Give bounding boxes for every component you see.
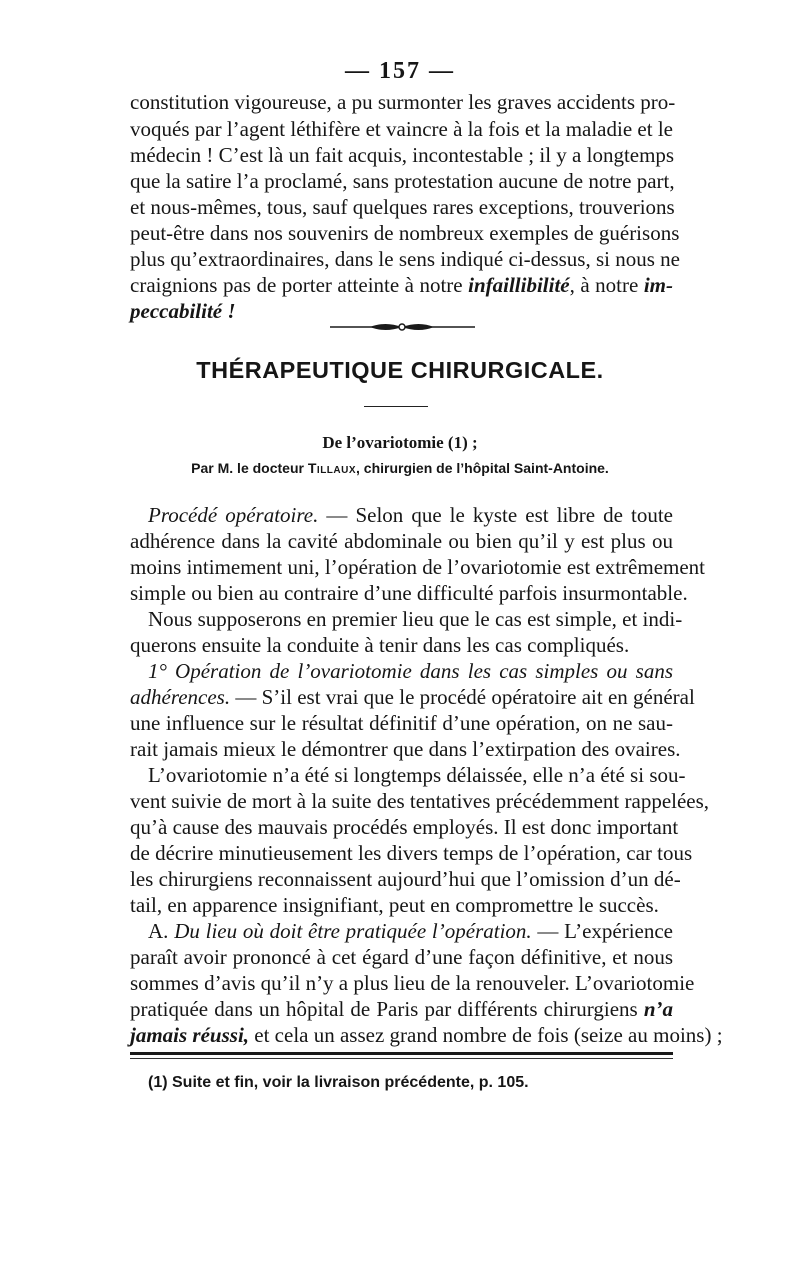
- text-line: Nous supposerons en premier lieu que le cas est simple, et indi-: [148, 607, 683, 631]
- subsection-heading: 1° Opération de l’ovariotomie dans les cas simples ou sans: [148, 659, 673, 683]
- text-line: et nous-mêmes, tous, sauf quelques rares exceptions, trouverions: [130, 195, 675, 219]
- author-name: Tillaux: [307, 460, 357, 476]
- footnote: (1) Suite et fin, voir la livraison précédente, p. 105.: [148, 1074, 529, 1091]
- text-run: A.: [148, 919, 175, 943]
- byline-suffix: , chirurgien de l’hôpital Saint-Antoine.: [356, 460, 609, 476]
- subtitle-text: De l’ovariotomie: [322, 433, 444, 452]
- text-run: , à notre: [569, 273, 644, 297]
- author-byline: [0, 460, 800, 476]
- title-underline: [364, 406, 428, 407]
- run-in-heading: adhérences.: [130, 685, 231, 709]
- text-line: tail, en apparence insignifiant, peut en compromettre le succès.: [130, 893, 659, 917]
- text-line: peut-être dans nos souvenirs de nombreux exemples de guérisons: [130, 221, 680, 245]
- run-in-heading: Du lieu où doit être pratiquée l’opération.: [174, 919, 532, 943]
- text-run: — Selon que le kyste est libre de toute: [318, 503, 673, 527]
- text-run: et cela un assez grand nombre de fois (seize au moins) ;: [249, 1023, 723, 1047]
- text-line: voqués par l’agent léthifère et vaincre à la fois et la maladie et le: [130, 117, 673, 141]
- run-in-heading: Procédé opératoire.: [148, 503, 319, 527]
- text-line: vent suivie de mort à la suite des tentatives précédemment rappelées,: [130, 789, 710, 813]
- text-line: simple ou bien au contraire d’une difficulté parfois insurmontable.: [130, 581, 688, 605]
- page-number: — 157 —: [345, 58, 455, 84]
- text-line: [130, 996, 673, 1023]
- text-line: constitution vigoureuse, a pu surmonter les graves accidents pro-: [130, 90, 676, 114]
- text-line: [130, 272, 673, 299]
- text-line: adhérence dans la cavité abdominale ou bien qu’il y est plus ou: [130, 529, 673, 553]
- text-line: [130, 502, 673, 529]
- text-run: — S’il est vrai que le procédé opératoire ait en général: [230, 685, 695, 709]
- text-line: une influence sur le résultat définitif d’une opération, on ne sau-: [130, 711, 673, 735]
- text-line: L’ovariotomie n’a été si longtemps délaissée, elle n’a été si sou-: [148, 763, 686, 787]
- text-line: que la satire l’a proclamé, sans protestation aucune de notre part,: [130, 169, 675, 193]
- footnote-rule: [130, 1052, 673, 1055]
- byline-prefix: Par M. le docteur: [191, 460, 308, 476]
- text-line: [148, 918, 673, 945]
- subtitle-footnote-ref: (1) ;: [443, 433, 478, 452]
- text-line: rait jamais mieux le démontrer que dans l’extirpation des ovaires.: [130, 737, 681, 761]
- emphasis-na: n’a: [643, 997, 673, 1021]
- ornamental-divider: [330, 320, 475, 334]
- text-line: [130, 1022, 723, 1049]
- text-run: craignions pas de porter atteinte à notre: [130, 273, 469, 297]
- text-line: qu’à cause des mauvais procédés employés. Il est donc important: [130, 815, 679, 839]
- emphasis-impeccabilite-start: im-: [643, 273, 673, 297]
- text-line: moins intimement uni, l’opération de l’ovariotomie est extrêmement: [130, 555, 706, 579]
- text-line: les chirurgiens reconnaissent aujourd’hui que l’omission d’un dé-: [130, 867, 681, 891]
- text-line: de décrire minutieusement les divers temps de l’opération, car tous: [130, 841, 693, 865]
- text-run: — L’expérience: [531, 919, 673, 943]
- emphasis-impeccabilite-end: peccabilité !: [130, 299, 236, 323]
- emphasis-jamais-reussi: jamais réussi,: [130, 1023, 250, 1047]
- text-line: paraît avoir prononcé à cet égard d’une façon définitive, et nous: [130, 945, 673, 969]
- footnote-rule-thin: [130, 1058, 673, 1059]
- emphasis-infaillibilite: infaillibilité: [468, 273, 570, 297]
- text-line: sommes d’avis qu’il n’y a plus lieu de la renouveler. L’ovariotomie: [130, 971, 695, 995]
- section-title: THÉRAPEUTIQUE CHIRURGICALE.: [196, 357, 604, 383]
- text-line: [130, 684, 695, 711]
- text-line: querons ensuite la conduite à tenir dans les cas compliqués.: [130, 633, 630, 657]
- article-subtitle: [0, 433, 800, 453]
- text-run: pratiquée dans un hôpital de Paris par différents chirurgiens: [130, 997, 644, 1021]
- text-line: médecin ! C’est là un fait acquis, incontestable ; il y a longtemps: [130, 143, 675, 167]
- text-line: plus qu’extraordinaires, dans le sens indiqué ci-dessus, si nous ne: [130, 247, 680, 271]
